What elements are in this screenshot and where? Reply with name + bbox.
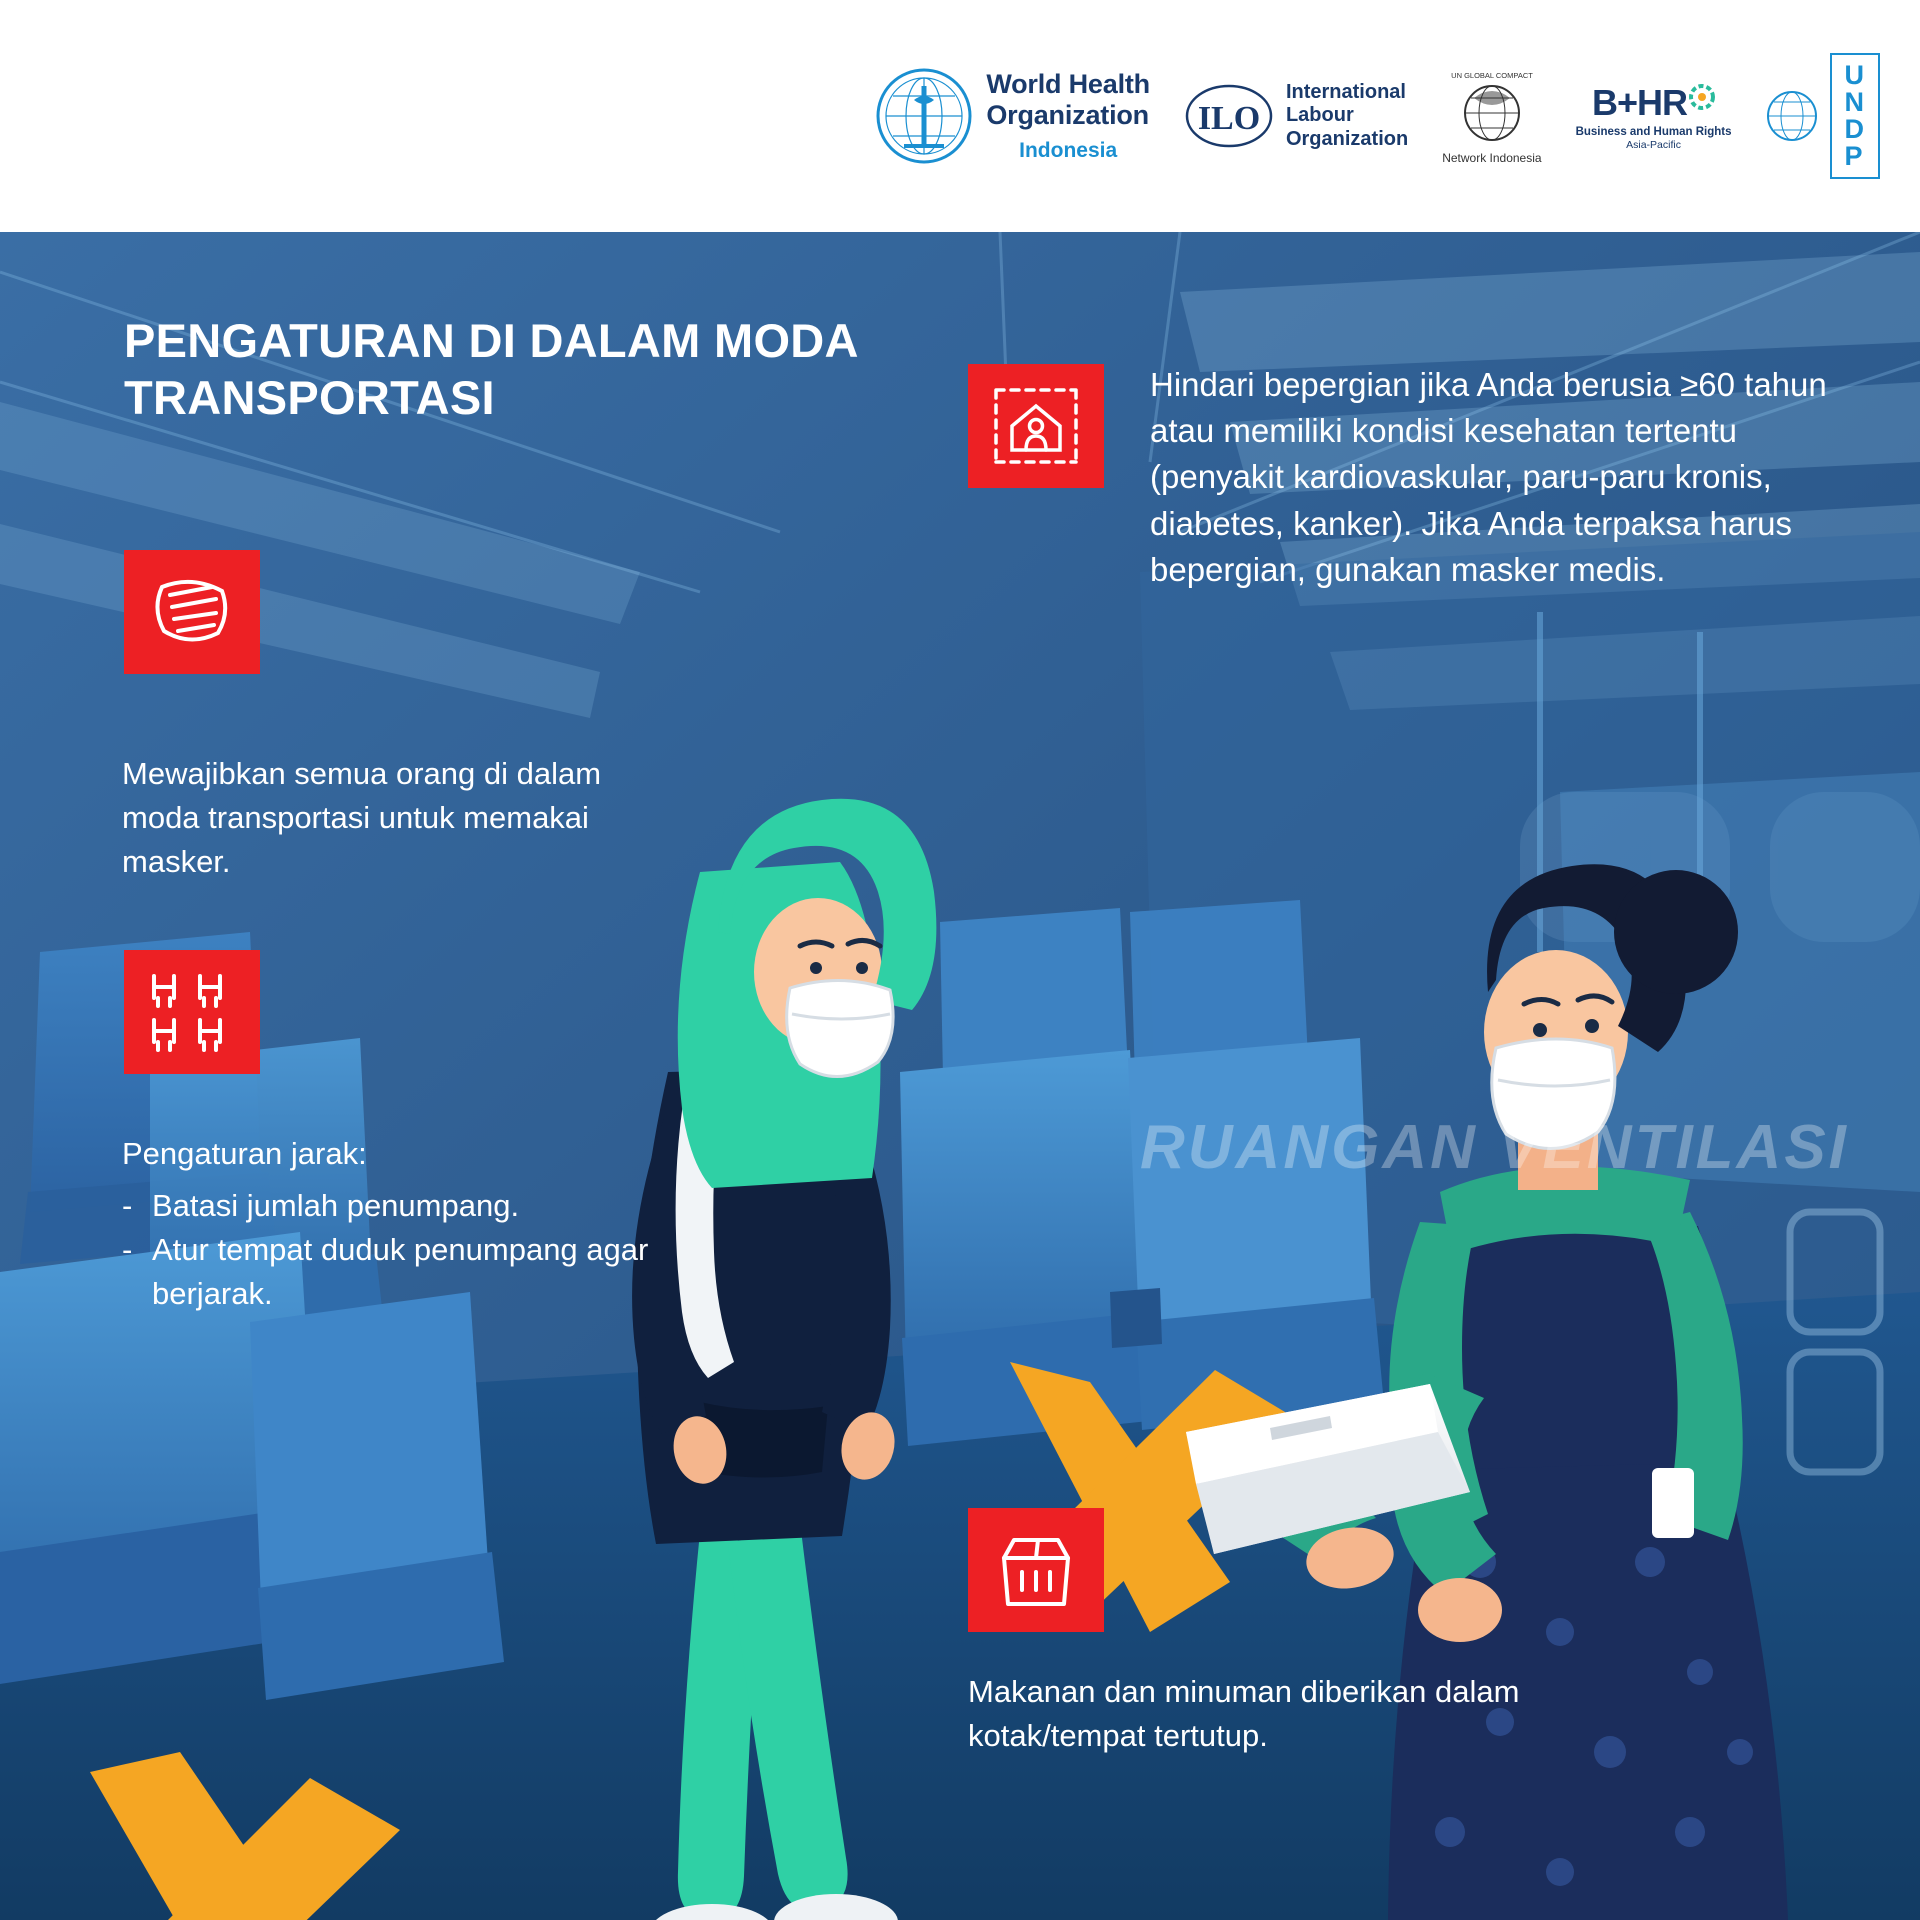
seat-spacing-icon [124,950,260,1074]
bhr-asia-pacific-logo [1576,82,1732,151]
seat-spacing-glyph [144,970,240,1054]
globe-icon [1444,68,1540,146]
stay-home-rule-text: Hindari bepergian jika Anda berusia ≥60 tahun atau memiliki kondisi kesehatan tertentu (penyakit kardiovaskular, paru-paru kronis, diabetes, kanker). Jika Anda terpaksa harus bepergian, gunakan masker medis. [1150,366,1827,588]
food-box-icon [968,1508,1104,1632]
bhr-sub2-label: Asia-Pacific [1626,138,1681,151]
un-global-compact-logo [1442,68,1541,165]
distance-bullet-2: Atur tempat duduk penumpang agar berjarak. [152,1232,649,1312]
who-line1: World Health [986,69,1150,100]
distance-heading: Pengaturan jarak: [122,1136,367,1171]
page-title: PENGATURAN DI DALAM MODA TRANSPORTASI [124,314,858,425]
who-logo [874,66,1150,166]
undp-letters [1830,53,1881,179]
food-box-glyph [988,1528,1084,1612]
logo-row [874,53,1880,179]
ilo-line2: Labour [1285,104,1354,127]
who-country-label: Indonesia [1019,138,1118,162]
undp-letter-p: P [1844,141,1864,171]
who-emblem-icon [874,66,974,166]
food-box-rule-text: Makanan dan minuman diberikan dalam kotak/tempat tertutup. [968,1674,1520,1754]
mask-rule-text: Mewajibkan semua orang di dalam moda transportasi untuk memakai masker. [122,756,602,880]
ungc-network-label: Network Indonesia [1442,150,1542,165]
face-mask-glyph [144,573,240,651]
undp-letter-u: U [1844,60,1865,90]
bhr-main-label: B+HR [1592,81,1688,123]
distance-rule-block [122,1132,762,1316]
dash-marker-1: - [122,1188,133,1224]
poster-illustration [0,232,1920,1920]
ilo-line3: Organization [1285,127,1409,150]
undp-letter-d: D [1844,114,1865,144]
undp-laurel-icon [1766,72,1818,160]
face-mask-icon [124,550,260,674]
svg-text:ILO: ILO [1197,100,1261,137]
undp-letter-n: N [1844,87,1865,117]
ruangan-watermark: RUANGAN VENTILASI [1140,1113,1849,1182]
ilo-logo [1184,77,1408,155]
dash-marker-2: - [122,1232,133,1268]
svg-text:UN GLOBAL COMPACT: UN GLOBAL COMPACT [1451,70,1533,80]
who-line2: Organization [986,99,1149,130]
undp-logo [1766,53,1881,179]
ilo-line1: International [1285,80,1406,103]
stay-home-icon [968,364,1104,488]
sdg-wheel-icon [1689,84,1715,110]
stay-home-glyph [988,384,1084,468]
ilo-emblem-icon [1184,77,1274,155]
logo-header-bar [0,0,1920,232]
bhr-sub-label: Business and Human Rights [1575,125,1732,138]
distance-bullet-1: Batasi jumlah penumpang. [152,1188,520,1224]
